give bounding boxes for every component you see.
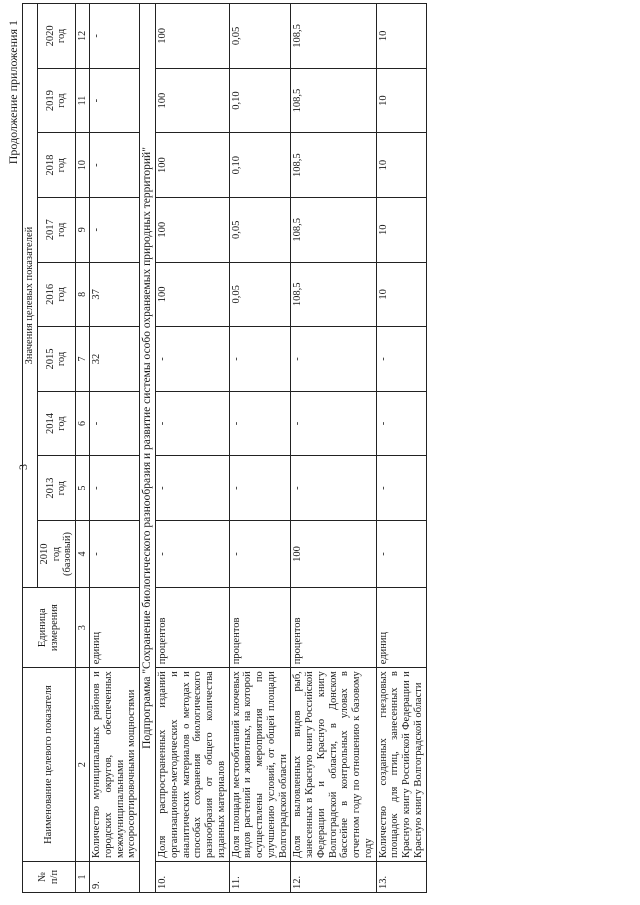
- header-year: 2016 год: [37, 262, 75, 327]
- row-name: Доля площади местообитаний ключевых видов растений и животных, на которой осуществлены мероприятия по улучшению условий, от общей площади Волгоградской области: [229, 668, 291, 862]
- page-number: 3: [16, 464, 30, 470]
- row-value: 100: [156, 262, 230, 327]
- row-value: 108,5: [291, 133, 376, 198]
- column-index: 3: [76, 588, 90, 668]
- column-index: 2: [76, 668, 90, 862]
- row-value: -: [229, 391, 291, 456]
- header-name: Наименование целевого показателя: [23, 668, 76, 862]
- row-value: 10: [376, 262, 426, 327]
- row-name: Количество муниципальных районов и городских округов, обеспеченных межмуниципальными мусоросортировочными мощностями: [90, 668, 140, 862]
- header-unit: Единица измерения: [23, 588, 76, 668]
- row-num: 12.: [291, 862, 376, 893]
- subprogram-row: [140, 4, 156, 893]
- column-index: 10: [76, 133, 90, 198]
- row-value: -: [229, 327, 291, 392]
- row-value: -: [90, 68, 140, 133]
- row-unit: единиц: [90, 588, 140, 668]
- row-value: -: [90, 391, 140, 456]
- row-value: 32: [90, 327, 140, 392]
- row-name: Доля распространенных изданий организационно-методических и аналитических материалов о методах и способах сохранения биологического разнообразия от общего количества изданных материалов: [156, 668, 230, 862]
- row-value: -: [156, 456, 230, 521]
- column-index: 12: [76, 4, 90, 69]
- row-value: 10: [376, 68, 426, 133]
- column-index: 6: [76, 391, 90, 456]
- header-year: 2017 год: [37, 197, 75, 262]
- row-unit: процентов: [291, 588, 376, 668]
- row-value: 10: [376, 133, 426, 198]
- row-value: 100: [291, 520, 376, 587]
- column-index: 4: [76, 520, 90, 587]
- row-value: 100: [156, 68, 230, 133]
- column-index: 1: [76, 862, 90, 893]
- header-year: 2010 год (базовый): [37, 520, 75, 587]
- header-year: 2013 год: [37, 456, 75, 521]
- header-values-group: Значения целевых показателей: [23, 4, 38, 588]
- header-year: 2020 год: [37, 4, 75, 69]
- continuation-note: Продолжение приложения 1: [6, 20, 20, 165]
- row-value: -: [90, 4, 140, 69]
- table-row: [229, 4, 291, 893]
- row-value: 0,05: [229, 197, 291, 262]
- row-name: Доля выловленных видов рыб, занесенных в Красную книгу Российской Федерации и Красную книгу Волгоградской области, в Донском бассейне в контрольных уловах в отчетном году по отношению к базовому году: [291, 668, 376, 862]
- row-num: 10.: [156, 862, 230, 893]
- row-value: 108,5: [291, 4, 376, 69]
- column-index: 9: [76, 197, 90, 262]
- row-value: -: [90, 197, 140, 262]
- table-row: [376, 4, 426, 893]
- subprogram-title: Подпрограмма "Сохранение биологического разнообразия и развитие системы особо охраняемых природных территорий": [140, 4, 156, 893]
- header-num: № п/п: [23, 862, 76, 893]
- column-index: 7: [76, 327, 90, 392]
- indicators-table: [22, 3, 427, 893]
- header-year: 2018 год: [37, 133, 75, 198]
- column-index: 11: [76, 68, 90, 133]
- row-value: 100: [156, 197, 230, 262]
- header-year: 2014 год: [37, 391, 75, 456]
- row-value: 108,5: [291, 262, 376, 327]
- row-value: -: [90, 133, 140, 198]
- column-index-row: [76, 4, 90, 893]
- row-value: -: [156, 520, 230, 587]
- row-value: -: [229, 520, 291, 587]
- row-unit: единиц: [376, 588, 426, 668]
- header-row-1: [23, 4, 38, 893]
- row-value: -: [90, 520, 140, 587]
- row-value: 10: [376, 197, 426, 262]
- header-year: 2015 год: [37, 327, 75, 392]
- table-row: [90, 4, 140, 893]
- row-value: 37: [90, 262, 140, 327]
- row-value: 108,5: [291, 197, 376, 262]
- row-value: 0,10: [229, 133, 291, 198]
- table-row: [291, 4, 376, 893]
- row-value: -: [376, 520, 426, 587]
- row-value: -: [229, 456, 291, 521]
- row-num: 13.: [376, 862, 426, 893]
- row-unit: процентов: [229, 588, 291, 668]
- row-num: 9.: [90, 862, 140, 893]
- row-value: -: [376, 327, 426, 392]
- row-value: -: [291, 327, 376, 392]
- row-value: -: [376, 391, 426, 456]
- row-value: -: [90, 456, 140, 521]
- row-value: 100: [156, 4, 230, 69]
- column-index: 5: [76, 456, 90, 521]
- row-value: 0,10: [229, 68, 291, 133]
- row-value: -: [376, 456, 426, 521]
- table-row: [156, 4, 230, 893]
- row-value: 0,05: [229, 4, 291, 69]
- row-name: Количество созданных гнездовых площадок для птиц, занесенных в Красную книгу Российской Федерации и Красную книгу Волгоградской области: [376, 668, 426, 862]
- row-value: 10: [376, 4, 426, 69]
- row-unit: процентов: [156, 588, 230, 668]
- row-value: 108,5: [291, 68, 376, 133]
- header-year: 2019 год: [37, 68, 75, 133]
- row-value: 100: [156, 133, 230, 198]
- column-index: 8: [76, 262, 90, 327]
- row-value: -: [291, 456, 376, 521]
- row-num: 11.: [229, 862, 291, 893]
- row-value: -: [291, 391, 376, 456]
- row-value: -: [156, 391, 230, 456]
- row-value: 0,05: [229, 262, 291, 327]
- row-value: -: [156, 327, 230, 392]
